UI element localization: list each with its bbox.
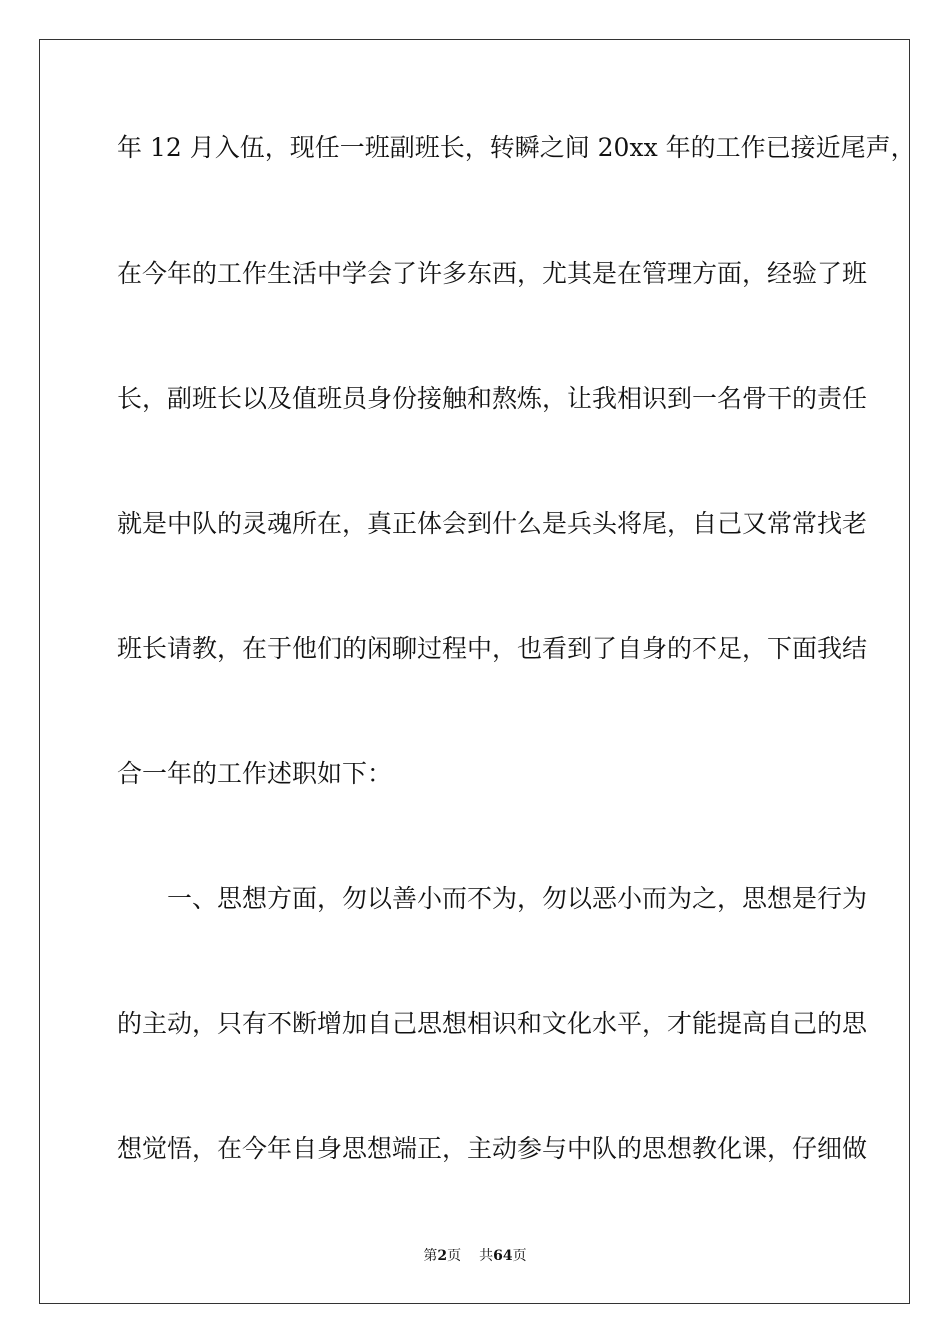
footer-page-number: 2	[437, 1248, 448, 1264]
footer-total-pages: 64	[493, 1248, 513, 1264]
page-border	[39, 39, 916, 1304]
text-line-8: 的主动，只有不断增加自己思想相识和文化水平，才能提高自己的思	[117, 1009, 868, 1038]
footer-page-suffix: 页	[447, 1248, 462, 1264]
footer-total-prefix: 共	[479, 1248, 494, 1264]
text-line-3: 长，副班长以及值班员身份接触和熬炼，让我相识到一名骨干的责任	[117, 384, 868, 413]
footer-total-suffix: 页	[512, 1248, 527, 1264]
footer-page-prefix: 第	[423, 1248, 438, 1264]
text-line-4: 就是中队的灵魂所在，真正体会到什么是兵头将尾，自己又常常找老	[117, 509, 868, 538]
text-line-7: 一、思想方面，勿以善小而不为，勿以恶小而为之，思想是行为	[167, 884, 868, 913]
text-line-5: 班长请教，在于他们的闲聊过程中，也看到了自身的不足，下面我结	[117, 634, 868, 663]
page-footer	[0, 1246, 950, 1266]
text-line-1: 年 12 月入伍，现任一班副班长，转瞬之间 20xx 年的工作已接近尾声，	[117, 133, 916, 162]
text-line-6: 合一年的工作述职如下：	[117, 759, 393, 788]
text-line-9: 想觉悟，在今年自身思想端正，主动参与中队的思想教化课，仔细做	[117, 1134, 868, 1163]
text-line-2: 在今年的工作生活中学会了许多东西，尤其是在管理方面，经验了班	[117, 259, 868, 288]
